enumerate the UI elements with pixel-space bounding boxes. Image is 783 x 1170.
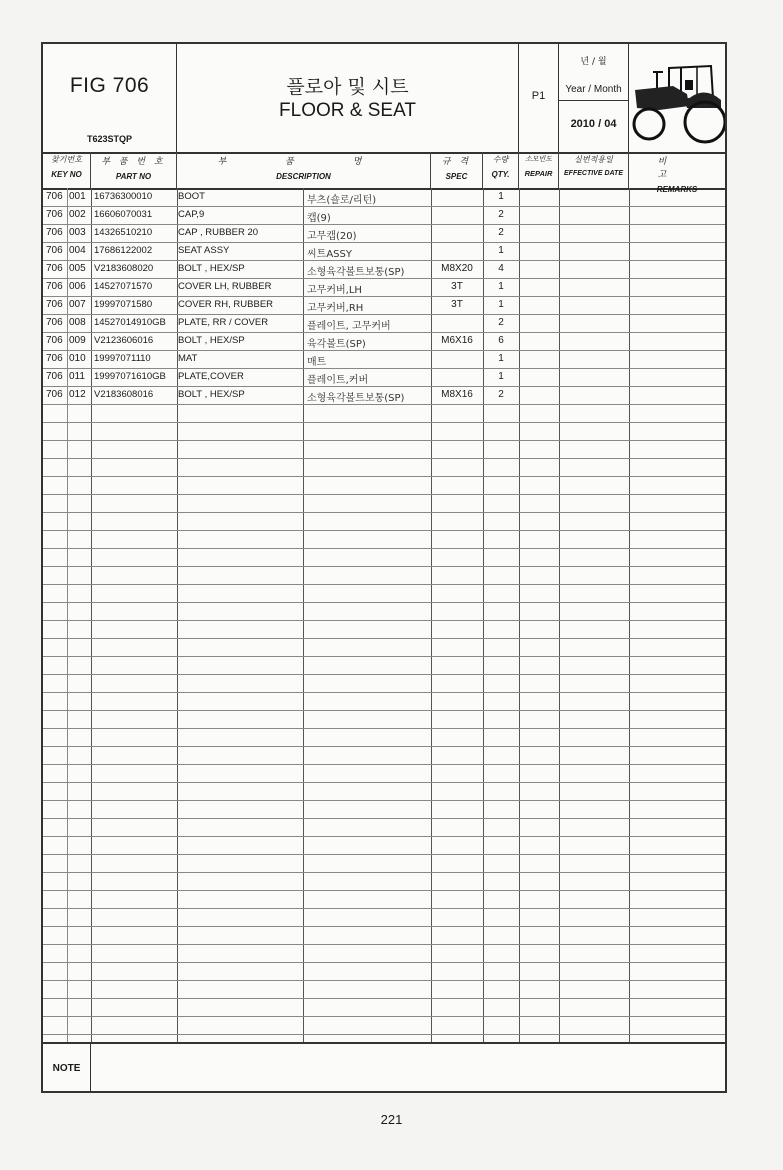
key-no-cell: 007: [69, 299, 86, 310]
row-rule: [43, 674, 725, 675]
part-no-cell: 19997071580: [94, 299, 153, 310]
parts-sheet: [41, 42, 727, 1093]
part-no-cell: 16606070031: [94, 209, 153, 220]
date-value: 2010 / 04: [570, 118, 617, 130]
description-cell: COVER RH, RUBBER: [178, 299, 274, 310]
spec-cell: 3T: [451, 281, 463, 292]
description-cell: BOOT: [178, 191, 205, 202]
description-cell: BOLT , HEX/SP: [178, 389, 245, 400]
key-no-cell: 003: [69, 227, 86, 238]
row-rule: [43, 782, 725, 783]
table-row: [43, 296, 725, 314]
qty-cell: 2: [498, 317, 504, 328]
column-repair: 소모빈도 REPAIR: [519, 152, 559, 188]
row-rule: [43, 944, 725, 945]
qty-cell: 6: [498, 335, 504, 346]
note-label: NOTE: [43, 1044, 91, 1093]
row-rule: [43, 404, 725, 405]
row-rule: [43, 692, 725, 693]
date-box: [559, 44, 629, 152]
figure-number: FIG 706: [69, 74, 150, 97]
part-no-cell: 16736300010: [94, 191, 153, 202]
korean-description-cell: 육각볼트(SP): [307, 339, 366, 350]
figure-no-cell: 706: [46, 371, 63, 382]
part-no-cell: 19997071610GB: [94, 371, 166, 382]
korean-description-cell: 매트: [307, 357, 327, 368]
korean-description-cell: 캡(9): [307, 213, 331, 224]
key-no-cell: 001: [69, 191, 86, 202]
table-row: [43, 278, 725, 296]
qty-cell: 1: [498, 371, 504, 382]
spec-cell: 3T: [451, 299, 463, 310]
note-area: [43, 1042, 725, 1093]
description-cell: PLATE,COVER: [178, 371, 244, 382]
key-no-cell: 006: [69, 281, 86, 292]
figure-no-cell: 706: [46, 281, 63, 292]
row-rule: [43, 872, 725, 873]
row-rule: [43, 494, 725, 495]
date-divider: [559, 100, 628, 101]
model-code: T623STQP: [86, 134, 133, 144]
row-rule: [43, 530, 725, 531]
row-rule: [43, 512, 725, 513]
key-no-cell: 009: [69, 335, 86, 346]
row-rule: [43, 926, 725, 927]
qty-cell: 2: [498, 389, 504, 400]
description-cell: COVER LH, RUBBER: [178, 281, 272, 292]
key-no-cell: 012: [69, 389, 86, 400]
title-english: FLOOR & SEAT: [279, 100, 416, 121]
row-rule: [43, 998, 725, 999]
figure-no-cell: 706: [46, 389, 63, 400]
row-rule: [43, 854, 725, 855]
description-cell: BOLT , HEX/SP: [178, 335, 245, 346]
table-row: [43, 368, 725, 386]
key-no-cell: 004: [69, 245, 86, 256]
row-rule: [43, 548, 725, 549]
table-row: [43, 350, 725, 368]
table-row: [43, 224, 725, 242]
qty-cell: 2: [498, 209, 504, 220]
column-part-no: 부 품 번 호 PART NO: [91, 152, 177, 188]
korean-description-cell: 고무캡(20): [307, 231, 357, 242]
qty-cell: 1: [498, 299, 504, 310]
korean-description-cell: 소형육각볼트보통(SP): [307, 393, 405, 404]
description-cell: CAP , RUBBER 20: [178, 227, 259, 238]
row-rule: [43, 764, 725, 765]
spec-cell: M6X16: [441, 335, 473, 346]
column-description: 부 품 명 DESCRIPTION: [177, 152, 431, 188]
page-number: 221: [380, 1112, 403, 1127]
title-box: [177, 44, 519, 152]
column-effective-date: 실번적용일 EFFECTIVE DATE: [559, 152, 629, 188]
row-rule: [43, 476, 725, 477]
spec-cell: M8X16: [441, 389, 473, 400]
row-rule: [43, 458, 725, 459]
spec-cell: M8X20: [441, 263, 473, 274]
row-rule: [43, 1034, 725, 1035]
korean-description-cell: 씨트ASSY: [307, 249, 352, 260]
qty-cell: 4: [498, 263, 504, 274]
row-rule: [43, 602, 725, 603]
date-label-english: Year / Month: [565, 84, 622, 95]
part-no-cell: 14326510210: [94, 227, 153, 238]
table-row: [43, 206, 725, 224]
row-rule: [43, 800, 725, 801]
title-korean: 플로아 및 시트: [286, 76, 409, 98]
row-rule: [43, 440, 725, 441]
sheet-page: P1: [531, 90, 546, 102]
description-cell: PLATE, RR / COVER: [178, 317, 269, 328]
figure-no-cell: 706: [46, 191, 63, 202]
row-rule: [43, 980, 725, 981]
row-rule: [43, 746, 725, 747]
figure-no-cell: 706: [46, 209, 63, 220]
row-rule: [43, 710, 725, 711]
column-header: [43, 152, 725, 194]
part-no-cell: V2183608016: [94, 389, 154, 400]
description-cell: CAP,9: [178, 209, 205, 220]
korean-description-cell: 부츠(숄로/리턴): [307, 195, 377, 206]
figure-no-cell: 706: [46, 263, 63, 274]
korean-description-cell: 고무커버,LH: [307, 285, 362, 296]
key-no-cell: 010: [69, 353, 86, 364]
figure-no-cell: 706: [46, 353, 63, 364]
part-no-cell: V2183608020: [94, 263, 154, 274]
table-row: [43, 332, 725, 350]
illustration-box: [629, 44, 725, 152]
key-no-cell: 011: [69, 371, 85, 382]
table-row: [43, 386, 725, 404]
column-remarks: 비 고 REMARKS: [656, 157, 698, 194]
row-rule: [43, 836, 725, 837]
part-no-cell: 19997071110: [94, 353, 151, 364]
figure-no-cell: 706: [46, 227, 63, 238]
figure-no-cell: 706: [46, 335, 63, 346]
qty-cell: 1: [498, 191, 504, 202]
row-rule: [43, 908, 725, 909]
column-qty: 수량 QTY.: [483, 152, 519, 188]
figure-no-cell: 706: [46, 317, 63, 328]
key-no-cell: 005: [69, 263, 86, 274]
date-label-korean: 년 / 월: [580, 57, 607, 67]
parts-table-body: [43, 188, 725, 1042]
description-cell: MAT: [178, 353, 198, 364]
column-key-no: 찾기번호 KEY NO: [43, 152, 91, 188]
row-rule: [43, 962, 725, 963]
page-box: [519, 44, 559, 152]
figure-no-cell: 706: [46, 299, 63, 310]
sheet-header: [43, 44, 725, 154]
table-row: [43, 188, 725, 206]
row-rule: [43, 818, 725, 819]
korean-description-cell: 플레이트, 고무커버: [307, 321, 391, 332]
row-rule: [43, 890, 725, 891]
column-spec: 규 격 SPEC: [431, 152, 483, 188]
key-no-cell: 008: [69, 317, 86, 328]
row-rule: [43, 620, 725, 621]
description-cell: SEAT ASSY: [178, 245, 230, 256]
key-no-cell: 002: [69, 209, 86, 220]
figure-no-cell: 706: [46, 245, 63, 256]
qty-cell: 1: [498, 281, 504, 292]
figure-box: [43, 44, 177, 152]
row-rule: [43, 422, 725, 423]
korean-description-cell: 플레이트,커버: [307, 375, 369, 386]
table-row: [43, 242, 725, 260]
row-rule: [43, 728, 725, 729]
korean-description-cell: 고무커버,RH: [307, 303, 364, 314]
part-no-cell: 14527014910GB: [94, 317, 166, 328]
table-row: [43, 314, 725, 332]
qty-cell: 2: [498, 227, 504, 238]
qty-cell: 1: [498, 353, 504, 364]
description-cell: BOLT , HEX/SP: [178, 263, 245, 274]
row-rule: [43, 1016, 725, 1017]
tractor-silhouette-icon: [629, 50, 725, 146]
row-rule: [43, 638, 725, 639]
row-rule: [43, 656, 725, 657]
part-no-cell: 17686122002: [94, 245, 153, 256]
row-rule: [43, 584, 725, 585]
row-rule: [43, 566, 725, 567]
qty-cell: 1: [498, 245, 504, 256]
korean-description-cell: 소형육각볼트보통(SP): [307, 267, 405, 278]
table-row: [43, 260, 725, 278]
part-no-cell: 14527071570: [94, 281, 153, 292]
part-no-cell: V2123606016: [94, 335, 154, 346]
